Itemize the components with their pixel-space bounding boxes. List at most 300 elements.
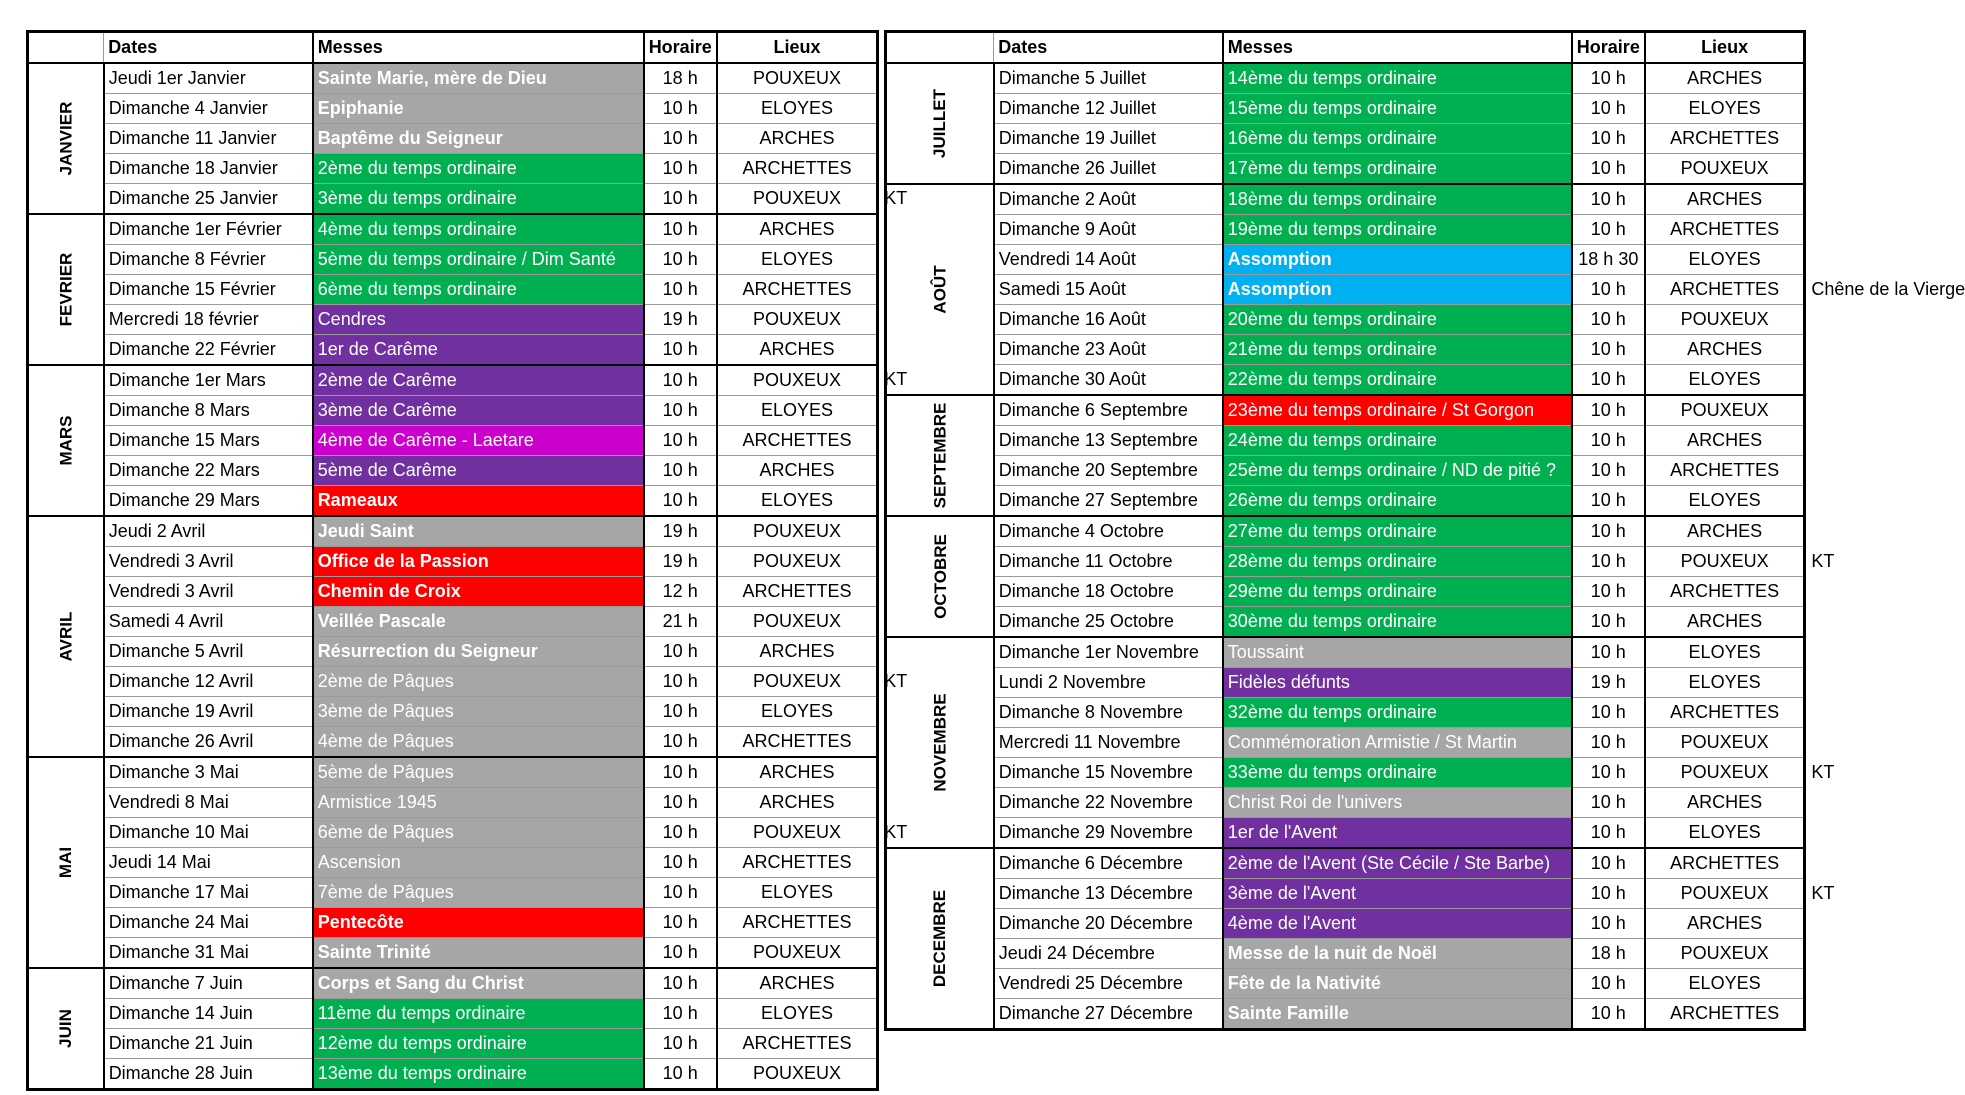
date-cell: Dimanche 27 Septembre xyxy=(994,486,1223,517)
mass-cell: 5ème de Carême xyxy=(313,456,644,486)
table-row xyxy=(28,305,878,335)
mass-cell: 3ème de Carême xyxy=(313,396,644,426)
time-cell: 21 h xyxy=(644,607,717,637)
header-places: Lieux xyxy=(717,32,878,64)
table-row xyxy=(886,184,1805,215)
mass-cell: Rameaux xyxy=(313,486,644,517)
mass-cell: 2ème de l'Avent (Ste Cécile / Ste Barbe) xyxy=(1223,848,1572,879)
table-row xyxy=(886,788,1805,818)
place-cell: ARCHES xyxy=(1645,63,1805,94)
mass-cell: 2ème de Pâques xyxy=(313,667,644,697)
time-cell: 10 h xyxy=(1572,486,1645,517)
table-row xyxy=(28,63,878,94)
mass-cell: 28ème du temps ordinaire xyxy=(1223,547,1572,577)
place-cell: POUXEUX xyxy=(717,184,878,215)
time-cell: 10 h xyxy=(1572,426,1645,456)
place-cell: POUXEUX xyxy=(717,516,878,547)
place-cell: ARCHES xyxy=(717,637,878,667)
table-row xyxy=(28,938,878,969)
header-time: Horaire xyxy=(1572,32,1645,64)
place-cell: ARCHETTES xyxy=(717,275,878,305)
place-cell: ARCHES xyxy=(717,968,878,999)
mass-cell: 14ème du temps ordinaire xyxy=(1223,63,1572,94)
table-row xyxy=(28,1029,878,1059)
date-cell: Samedi 15 Août xyxy=(994,275,1223,305)
mass-cell: Sainte Trinité xyxy=(313,938,644,969)
place-cell: POUXEUX xyxy=(717,607,878,637)
place-cell: ELOYES xyxy=(717,486,878,517)
place-cell: ARCHES xyxy=(717,757,878,788)
mass-cell: 7ème de Pâques xyxy=(313,878,644,908)
place-cell: ARCHETTES xyxy=(1645,577,1805,607)
mass-cell: Sainte Marie, mère de Dieu xyxy=(313,63,644,94)
mass-cell: 13ème du temps ordinaire xyxy=(313,1059,644,1090)
time-cell: 10 h xyxy=(644,245,717,275)
table-row xyxy=(28,878,878,908)
month-label-cell xyxy=(886,848,994,1030)
table-row xyxy=(28,245,878,275)
place-cell: ARCHETTES xyxy=(1645,848,1805,879)
table-row xyxy=(886,124,1805,154)
mass-cell: 23ème du temps ordinaire / St Gorgon xyxy=(1223,395,1572,426)
place-cell: ARCHES xyxy=(1645,607,1805,638)
mass-cell: 19ème du temps ordinaire xyxy=(1223,215,1572,245)
month-label: SEPTEMBRE xyxy=(930,402,950,509)
row-note: KT xyxy=(884,670,908,691)
date-cell: Dimanche 20 Septembre xyxy=(994,456,1223,486)
month-label-cell xyxy=(28,516,104,757)
time-cell: 10 h xyxy=(644,154,717,184)
header-dates: Dates xyxy=(994,32,1223,64)
mass-cell: 6ème du temps ordinaire xyxy=(313,275,644,305)
time-cell: 18 h xyxy=(644,63,717,94)
place-cell: ARCHETTES xyxy=(717,908,878,938)
place-cell: ELOYES xyxy=(717,697,878,727)
place-cell: ELOYES xyxy=(1645,818,1805,849)
mass-cell: 1er de Carême xyxy=(313,335,644,366)
table-row xyxy=(886,305,1805,335)
mass-cell: Armistice 1945 xyxy=(313,788,644,818)
time-cell: 10 h xyxy=(1572,63,1645,94)
row-note: KT xyxy=(884,821,908,842)
mass-cell: 4ème de Carême - Laetare xyxy=(313,426,644,456)
date-cell: Vendredi 25 Décembre xyxy=(994,969,1223,999)
row-note: KT xyxy=(884,187,908,208)
month-label-cell xyxy=(28,63,104,214)
header-masses: Messes xyxy=(1223,32,1572,64)
table-row xyxy=(28,1059,878,1090)
mass-cell: Epiphanie xyxy=(313,94,644,124)
mass-cell: Sainte Famille xyxy=(1223,999,1572,1030)
place-cell: ARCHETTES xyxy=(717,727,878,758)
place-cell: ELOYES xyxy=(1645,486,1805,517)
place-cell: ARCHES xyxy=(717,335,878,366)
header-month xyxy=(28,32,104,64)
month-label-cell xyxy=(886,516,994,637)
mass-cell: 17ème du temps ordinaire xyxy=(1223,154,1572,185)
time-cell: 10 h xyxy=(644,275,717,305)
table-row xyxy=(28,788,878,818)
date-cell: Dimanche 11 Octobre xyxy=(994,547,1223,577)
table-row xyxy=(886,426,1805,456)
date-cell: Dimanche 25 Janvier xyxy=(104,184,313,215)
mass-cell: 21ème du temps ordinaire xyxy=(1223,335,1572,365)
table-row xyxy=(886,728,1805,758)
date-cell: Dimanche 14 Juin xyxy=(104,999,313,1029)
date-cell: Dimanche 1er Novembre xyxy=(994,637,1223,668)
time-cell: 10 h xyxy=(1572,516,1645,547)
date-cell: Dimanche 7 Juin xyxy=(104,968,313,999)
header-row xyxy=(886,32,1805,64)
mass-cell: 29ème du temps ordinaire xyxy=(1223,577,1572,607)
time-cell: 10 h xyxy=(1572,124,1645,154)
header-time: Horaire xyxy=(644,32,717,64)
place-cell: ARCHES xyxy=(717,456,878,486)
mass-cell: Messe de la nuit de Noël xyxy=(1223,939,1572,969)
time-cell: 10 h xyxy=(644,908,717,938)
place-cell: ELOYES xyxy=(717,878,878,908)
mass-cell: 30ème du temps ordinaire xyxy=(1223,607,1572,638)
date-cell: Jeudi 2 Avril xyxy=(104,516,313,547)
mass-cell: Office de la Passion xyxy=(313,547,644,577)
table-row xyxy=(28,697,878,727)
time-cell: 10 h xyxy=(644,999,717,1029)
time-cell: 10 h xyxy=(1572,818,1645,849)
table-row xyxy=(886,516,1805,547)
date-cell: Dimanche 1er Mars xyxy=(104,365,313,396)
month-label-cell xyxy=(886,184,994,395)
header-month xyxy=(886,32,994,64)
header-row xyxy=(28,32,878,64)
mass-cell: Assomption xyxy=(1223,245,1572,275)
date-cell: Dimanche 11 Janvier xyxy=(104,124,313,154)
date-cell: Dimanche 25 Octobre xyxy=(994,607,1223,638)
time-cell: 10 h xyxy=(644,667,717,697)
date-cell: Mercredi 11 Novembre xyxy=(994,728,1223,758)
mass-cell: 20ème du temps ordinaire xyxy=(1223,305,1572,335)
table-row xyxy=(28,365,878,396)
month-label-cell xyxy=(886,63,994,184)
table-row xyxy=(28,757,878,788)
place-cell: ELOYES xyxy=(1645,637,1805,668)
place-cell: ARCHETTES xyxy=(717,1029,878,1059)
mass-cell: Cendres xyxy=(313,305,644,335)
place-cell: ELOYES xyxy=(717,245,878,275)
mass-cell: Ascension xyxy=(313,848,644,878)
mass-cell: 6ème de Pâques xyxy=(313,818,644,848)
time-cell: 10 h xyxy=(1572,547,1645,577)
table-row xyxy=(886,577,1805,607)
time-cell: 10 h xyxy=(644,848,717,878)
table-row xyxy=(886,94,1805,124)
time-cell: 10 h xyxy=(644,426,717,456)
date-cell: Dimanche 10 Mai xyxy=(104,818,313,848)
place-cell: ELOYES xyxy=(717,94,878,124)
row-note: KT xyxy=(1811,761,1835,782)
mass-cell: 33ème du temps ordinaire xyxy=(1223,758,1572,788)
mass-cell: Fidèles défunts xyxy=(1223,668,1572,698)
time-cell: 10 h xyxy=(1572,395,1645,426)
place-cell: ARCHES xyxy=(1645,909,1805,939)
time-cell: 10 h xyxy=(1572,909,1645,939)
place-cell: POUXEUX xyxy=(717,818,878,848)
date-cell: Vendredi 3 Avril xyxy=(104,577,313,607)
place-cell: ARCHETTES xyxy=(1645,698,1805,728)
date-cell: Dimanche 29 Novembre xyxy=(994,818,1223,849)
table-row xyxy=(886,698,1805,728)
mass-cell: 4ème de l'Avent xyxy=(1223,909,1572,939)
place-cell: ARCHETTES xyxy=(717,848,878,878)
time-cell: 10 h xyxy=(644,788,717,818)
place-cell: POUXEUX xyxy=(717,547,878,577)
month-label: JUIN xyxy=(56,1009,76,1048)
place-cell: ELOYES xyxy=(717,396,878,426)
place-cell: POUXEUX xyxy=(1645,154,1805,185)
date-cell: Dimanche 12 Juillet xyxy=(994,94,1223,124)
time-cell: 10 h xyxy=(644,637,717,667)
place-cell: ARCHETTES xyxy=(1645,456,1805,486)
time-cell: 12 h xyxy=(644,577,717,607)
date-cell: Dimanche 8 Février xyxy=(104,245,313,275)
place-cell: ARCHETTES xyxy=(1645,124,1805,154)
time-cell: 10 h xyxy=(644,727,717,758)
place-cell: ARCHES xyxy=(717,124,878,154)
mass-cell: Chemin de Croix xyxy=(313,577,644,607)
date-cell: Dimanche 28 Juin xyxy=(104,1059,313,1090)
place-cell: POUXEUX xyxy=(1645,395,1805,426)
date-cell: Dimanche 15 Mars xyxy=(104,426,313,456)
date-cell: Dimanche 18 Octobre xyxy=(994,577,1223,607)
time-cell: 10 h xyxy=(644,456,717,486)
table-row xyxy=(28,848,878,878)
place-cell: ARCHETTES xyxy=(717,426,878,456)
time-cell: 19 h xyxy=(1572,668,1645,698)
mass-cell: 18ème du temps ordinaire xyxy=(1223,184,1572,215)
mass-cell: 1er de l'Avent xyxy=(1223,818,1572,849)
table-row xyxy=(886,848,1805,879)
mass-cell: Commémoration Armistie / St Martin xyxy=(1223,728,1572,758)
schedule-table-right xyxy=(884,30,1806,1031)
time-cell: 10 h xyxy=(1572,184,1645,215)
mass-cell: Pentecôte xyxy=(313,908,644,938)
mass-cell: 16ème du temps ordinaire xyxy=(1223,124,1572,154)
time-cell: 10 h xyxy=(1572,456,1645,486)
row-note: KT xyxy=(1811,882,1835,903)
month-label: MARS xyxy=(56,415,76,466)
date-cell: Dimanche 19 Avril xyxy=(104,697,313,727)
date-cell: Vendredi 14 Août xyxy=(994,245,1223,275)
mass-cell: 5ème de Pâques xyxy=(313,757,644,788)
table-row xyxy=(886,335,1805,365)
table-row xyxy=(28,577,878,607)
place-cell: POUXEUX xyxy=(1645,728,1805,758)
date-cell: Dimanche 18 Janvier xyxy=(104,154,313,184)
place-cell: ARCHES xyxy=(1645,788,1805,818)
mass-cell: 25ème du temps ordinaire / ND de pitié ? xyxy=(1223,456,1572,486)
table-row xyxy=(886,63,1805,94)
place-cell: ARCHES xyxy=(1645,184,1805,215)
table-row xyxy=(28,999,878,1029)
table-row xyxy=(28,908,878,938)
mass-cell: 12ème du temps ordinaire xyxy=(313,1029,644,1059)
mass-cell: 32ème du temps ordinaire xyxy=(1223,698,1572,728)
time-cell: 10 h xyxy=(644,938,717,969)
table-row xyxy=(28,547,878,577)
time-cell: 10 h xyxy=(644,968,717,999)
time-cell: 18 h xyxy=(1572,939,1645,969)
time-cell: 10 h xyxy=(644,757,717,788)
table-row xyxy=(886,668,1805,698)
table-row xyxy=(886,365,1805,396)
place-cell: POUXEUX xyxy=(1645,879,1805,909)
place-cell: POUXEUX xyxy=(717,63,878,94)
mass-cell: 2ème de Carême xyxy=(313,365,644,396)
time-cell: 10 h xyxy=(644,697,717,727)
time-cell: 10 h xyxy=(1572,577,1645,607)
time-cell: 10 h xyxy=(1572,999,1645,1030)
table-row xyxy=(28,607,878,637)
time-cell: 10 h xyxy=(1572,848,1645,879)
place-cell: ELOYES xyxy=(1645,365,1805,396)
table-row xyxy=(28,184,878,215)
table-row xyxy=(886,818,1805,849)
date-cell: Dimanche 24 Mai xyxy=(104,908,313,938)
header-places: Lieux xyxy=(1645,32,1805,64)
date-cell: Dimanche 8 Mars xyxy=(104,396,313,426)
date-cell: Dimanche 22 Novembre xyxy=(994,788,1223,818)
table-row xyxy=(28,456,878,486)
date-cell: Dimanche 27 Décembre xyxy=(994,999,1223,1030)
time-cell: 10 h xyxy=(1572,154,1645,185)
place-cell: ELOYES xyxy=(1645,245,1805,275)
table-row xyxy=(28,124,878,154)
date-cell: Dimanche 12 Avril xyxy=(104,667,313,697)
table-row xyxy=(886,999,1805,1030)
mass-cell: Christ Roi de l'univers xyxy=(1223,788,1572,818)
table-row xyxy=(28,486,878,517)
date-cell: Vendredi 3 Avril xyxy=(104,547,313,577)
time-cell: 19 h xyxy=(644,516,717,547)
month-label: MAI xyxy=(56,846,76,879)
place-cell: ARCHETTES xyxy=(1645,275,1805,305)
date-cell: Dimanche 4 Octobre xyxy=(994,516,1223,547)
place-cell: POUXEUX xyxy=(717,365,878,396)
place-cell: POUXEUX xyxy=(717,1059,878,1090)
mass-cell: 24ème du temps ordinaire xyxy=(1223,426,1572,456)
date-cell: Dimanche 20 Décembre xyxy=(994,909,1223,939)
mass-cell: 3ème de l'Avent xyxy=(1223,879,1572,909)
date-cell: Dimanche 2 Août xyxy=(994,184,1223,215)
mass-cell: 4ème du temps ordinaire xyxy=(313,214,644,245)
date-cell: Dimanche 26 Juillet xyxy=(994,154,1223,185)
place-cell: ARCHETTES xyxy=(717,577,878,607)
mass-cell: 26ème du temps ordinaire xyxy=(1223,486,1572,517)
place-cell: POUXEUX xyxy=(717,305,878,335)
time-cell: 10 h xyxy=(644,124,717,154)
table-row xyxy=(886,154,1805,185)
row-note: KT xyxy=(884,369,908,389)
mass-cell: 11ème du temps ordinaire xyxy=(313,999,644,1029)
place-cell: POUXEUX xyxy=(1645,758,1805,788)
month-label-cell xyxy=(28,968,104,1090)
date-cell: Dimanche 6 Décembre xyxy=(994,848,1223,879)
date-cell: Dimanche 9 Août xyxy=(994,215,1223,245)
date-cell: Dimanche 1er Février xyxy=(104,214,313,245)
time-cell: 10 h xyxy=(1572,607,1645,638)
date-cell: Dimanche 17 Mai xyxy=(104,878,313,908)
mass-cell: Baptême du Seigneur xyxy=(313,124,644,154)
table-row xyxy=(886,456,1805,486)
place-cell: ELOYES xyxy=(1645,94,1805,124)
mass-cell: Résurrection du Seigneur xyxy=(313,637,644,667)
table-row xyxy=(28,214,878,245)
date-cell: Dimanche 19 Juillet xyxy=(994,124,1223,154)
date-cell: Dimanche 30 Août xyxy=(994,365,1223,396)
table-row xyxy=(28,426,878,456)
month-label: NOVEMBRE xyxy=(930,693,950,792)
time-cell: 10 h xyxy=(644,184,717,215)
table-row xyxy=(28,637,878,667)
mass-cell: Fête de la Nativité xyxy=(1223,969,1572,999)
row-note: KT xyxy=(1811,550,1835,571)
date-cell: Samedi 4 Avril xyxy=(104,607,313,637)
mass-cell: Corps et Sang du Christ xyxy=(313,968,644,999)
month-label: JANVIER xyxy=(56,101,76,176)
month-label: AVRIL xyxy=(56,611,76,662)
month-label: OCTOBRE xyxy=(930,534,950,619)
date-cell: Dimanche 16 Août xyxy=(994,305,1223,335)
date-cell: Dimanche 22 Février xyxy=(104,335,313,366)
place-cell: ARCHETTES xyxy=(1645,215,1805,245)
date-cell: Dimanche 3 Mai xyxy=(104,757,313,788)
time-cell: 18 h 30 xyxy=(1572,245,1645,275)
table-row xyxy=(28,154,878,184)
date-cell: Jeudi 14 Mai xyxy=(104,848,313,878)
table-row xyxy=(886,275,1805,305)
month-label: DECEMBRE xyxy=(930,889,950,988)
table-row xyxy=(28,968,878,999)
place-cell: POUXEUX xyxy=(1645,547,1805,577)
time-cell: 10 h xyxy=(644,878,717,908)
table-row xyxy=(886,607,1805,638)
time-cell: 19 h xyxy=(644,547,717,577)
date-cell: Lundi 2 Novembre xyxy=(994,668,1223,698)
date-cell: Dimanche 29 Mars xyxy=(104,486,313,517)
place-cell: ARCHES xyxy=(1645,426,1805,456)
month-label-cell xyxy=(28,757,104,968)
place-cell: ARCHETTES xyxy=(1645,999,1805,1030)
time-cell: 10 h xyxy=(1572,94,1645,124)
month-label: FEVRIER xyxy=(56,252,76,327)
time-cell: 19 h xyxy=(644,305,717,335)
place-cell: POUXEUX xyxy=(717,938,878,969)
mass-cell: 3ème du temps ordinaire xyxy=(313,184,644,215)
date-cell: Vendredi 8 Mai xyxy=(104,788,313,818)
date-cell: Dimanche 5 Avril xyxy=(104,637,313,667)
date-cell: Dimanche 31 Mai xyxy=(104,938,313,969)
date-cell: Dimanche 5 Juillet xyxy=(994,63,1223,94)
mass-cell: 27ème du temps ordinaire xyxy=(1223,516,1572,547)
date-cell: Jeudi 1er Janvier xyxy=(104,63,313,94)
table-row xyxy=(886,215,1805,245)
place-cell: ARCHES xyxy=(1645,335,1805,365)
month-label: JUILLET xyxy=(930,89,950,158)
table-row xyxy=(886,909,1805,939)
schedule-table-left xyxy=(26,30,879,1091)
mass-cell: 22ème du temps ordinaire xyxy=(1223,365,1572,396)
date-cell: Dimanche 15 Février xyxy=(104,275,313,305)
time-cell: 10 h xyxy=(644,1059,717,1090)
